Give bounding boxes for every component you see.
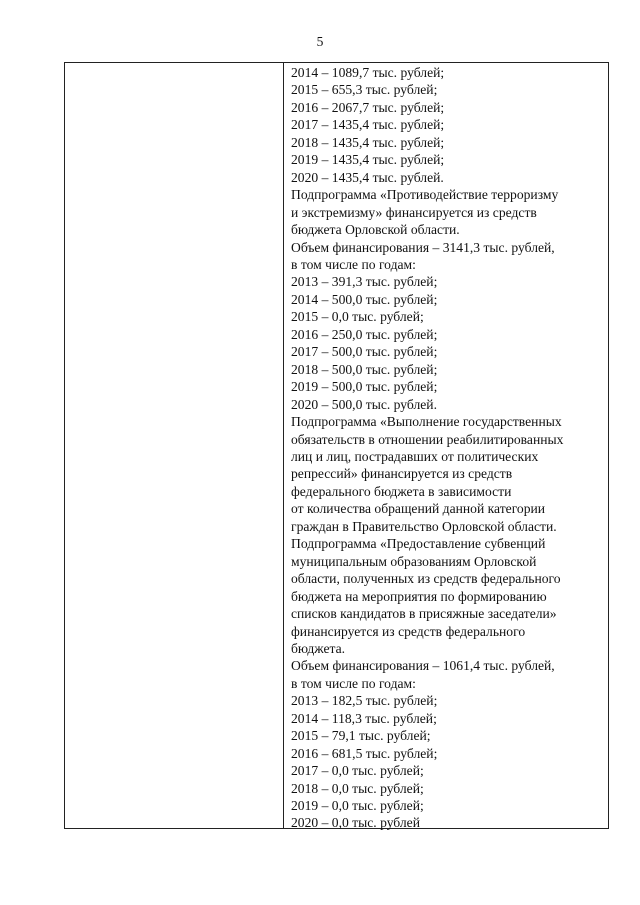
table-text-line: 2015 – 0,0 тыс. рублей;: [291, 309, 424, 325]
table-text-line: бюджета на мероприятия по формированию: [291, 588, 547, 604]
table-text-line: 2018 – 500,0 тыс. рублей;: [291, 361, 438, 377]
table-text-line: Подпрограмма «Выполнение государственных: [291, 414, 562, 430]
table-text-line: Объем финансирования – 1061,4 тыс. рублей,: [291, 658, 555, 674]
table-text-line: 2015 – 79,1 тыс. рублей;: [291, 728, 431, 744]
table-text-line: 2018 – 1435,4 тыс. рублей;: [291, 134, 445, 150]
financing-table: [64, 62, 609, 829]
table-text-line: от количества обращений данной категории: [291, 501, 546, 517]
table-text-line: 2017 – 0,0 тыс. рублей;: [291, 763, 424, 779]
table-text-line: федерального бюджета в зависимости: [291, 483, 512, 499]
table-text-line: 2017 – 1435,4 тыс. рублей;: [291, 117, 445, 133]
table-text-line: и экстремизму» финансируется из средств: [291, 204, 537, 220]
table-text-line: 2019 – 1435,4 тыс. рублей;: [291, 152, 445, 168]
table-text-line: граждан в Правительство Орловской области.: [291, 518, 557, 534]
table-text-line: 2014 – 118,3 тыс. рублей;: [291, 710, 437, 726]
table-text-line: 2013 – 391,3 тыс. рублей;: [291, 274, 438, 290]
table-text-line: 2016 – 250,0 тыс. рублей;: [291, 326, 438, 342]
table-text-line: 2016 – 681,5 тыс. рублей;: [291, 745, 438, 761]
table-text-line: бюджета.: [291, 640, 346, 656]
table-text-line: 2020 – 0,0 тыс. рублей: [291, 815, 420, 831]
table-text-line: 2017 – 500,0 тыс. рублей;: [291, 344, 438, 360]
table-text-line: области, полученных из средств федерального: [291, 571, 561, 587]
table-text-line: 2020 – 500,0 тыс. рублей.: [291, 396, 437, 412]
table-text-line: 2019 – 0,0 тыс. рублей;: [291, 798, 424, 814]
table-text-line: Объем финансирования – 3141,3 тыс. рублей,: [291, 239, 555, 255]
table-text-line: обязательств в отношении реабилитированных: [291, 431, 564, 447]
page-number: 5: [316, 34, 324, 49]
table-text-line: в том числе по годам:: [291, 256, 416, 272]
table-text-line: 2019 – 500,0 тыс. рублей;: [291, 379, 438, 395]
table-text-line: 2014 – 500,0 тыс. рублей;: [291, 291, 438, 307]
table-text-line: в том числе по годам:: [291, 675, 416, 691]
table-text-line: муниципальным образованиям Орловской: [291, 553, 537, 569]
table-text-line: 2015 – 655,3 тыс. рублей;: [291, 82, 438, 98]
table-text-line: 2016 – 2067,7 тыс. рублей;: [291, 99, 445, 115]
table-text-line: бюджета Орловской области.: [291, 222, 460, 238]
table-text-line: Подпрограмма «Противодействие терроризму: [291, 187, 559, 203]
table-text-line: лиц и лиц, пострадавших от политических: [291, 448, 539, 464]
table-left-cell: [65, 63, 284, 828]
table-text-line: 2013 – 182,5 тыс. рублей;: [291, 693, 438, 709]
table-text-line: Подпрограмма «Предоставление субвенций: [291, 536, 546, 552]
table-text-line: 2020 – 1435,4 тыс. рублей.: [291, 169, 444, 185]
table-text-line: финансируется из средств федерального: [291, 623, 526, 639]
table-text-line: списков кандидатов в присяжные заседатели»: [291, 606, 557, 622]
table-right-cell: [291, 64, 604, 832]
table-text-line: 2018 – 0,0 тыс. рублей;: [291, 780, 424, 796]
table-text-line: 2014 – 1089,7 тыс. рублей;: [291, 65, 445, 80]
table-text-line: репрессий» финансируется из средств: [291, 466, 513, 482]
